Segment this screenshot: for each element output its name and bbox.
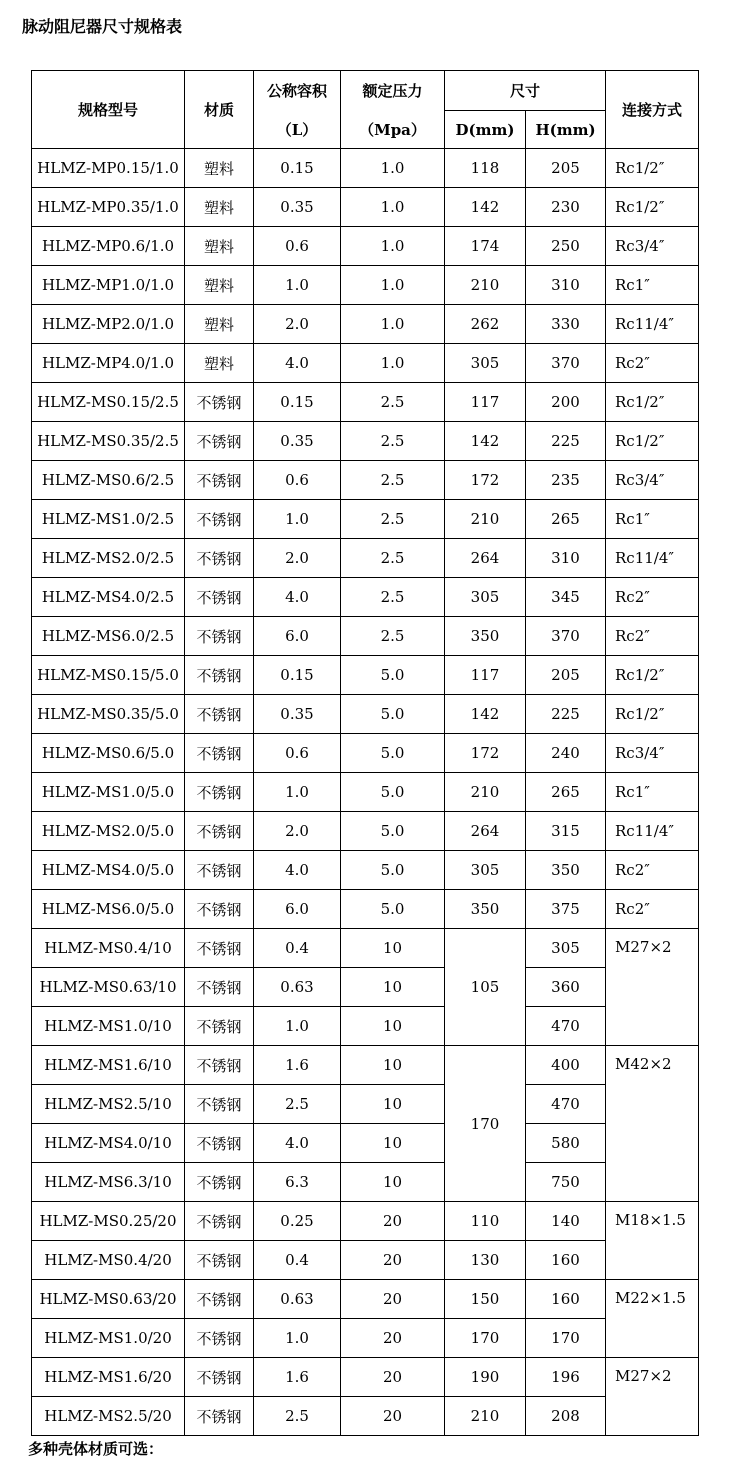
table-row: [32, 149, 699, 188]
cell-model: HLMZ-MS1.0/20: [32, 1319, 185, 1358]
cell-connection: Rc11/4″: [606, 305, 699, 344]
cell-material: 塑料: [185, 344, 254, 383]
cell-pressure: 2.5: [341, 461, 445, 500]
cell-connection: Rc3/4″: [606, 227, 699, 266]
cell-d: 150: [445, 1280, 526, 1319]
cell-connection-merged: M27×2: [606, 1358, 699, 1436]
cell-pressure: 5.0: [341, 656, 445, 695]
cell-h: 330: [526, 305, 606, 344]
cell-h: 208: [526, 1397, 606, 1436]
cell-d: 210: [445, 500, 526, 539]
cell-model: HLMZ-MP4.0/1.0: [32, 344, 185, 383]
table-row: [32, 461, 699, 500]
cell-d: 142: [445, 422, 526, 461]
cell-d: 350: [445, 617, 526, 656]
cell-pressure: 2.5: [341, 383, 445, 422]
cell-h: 170: [526, 1319, 606, 1358]
cell-material: 不锈钢: [185, 539, 254, 578]
cell-volume: 0.15: [254, 656, 341, 695]
cell-connection-merged: M27×2: [606, 929, 699, 1046]
cell-material: 不锈钢: [185, 734, 254, 773]
cell-volume: 2.0: [254, 812, 341, 851]
cell-pressure: 2.5: [341, 578, 445, 617]
table-row: [32, 929, 699, 968]
cell-model: HLMZ-MS1.6/20: [32, 1358, 185, 1397]
cell-d: 117: [445, 656, 526, 695]
cell-material: 不锈钢: [185, 929, 254, 968]
cell-material: 不锈钢: [185, 1319, 254, 1358]
cell-d: 210: [445, 266, 526, 305]
header-material: 材质: [185, 71, 254, 149]
cell-h: 235: [526, 461, 606, 500]
cell-h: 250: [526, 227, 606, 266]
table-row: [32, 1319, 699, 1358]
cell-h: 140: [526, 1202, 606, 1241]
cell-d: 130: [445, 1241, 526, 1280]
table-row: [32, 578, 699, 617]
cell-model: HLMZ-MS0.15/2.5: [32, 383, 185, 422]
cell-material: 不锈钢: [185, 617, 254, 656]
cell-d: 305: [445, 578, 526, 617]
cell-volume: 1.0: [254, 1007, 341, 1046]
cell-volume: 2.0: [254, 305, 341, 344]
cell-model: HLMZ-MS6.0/2.5: [32, 617, 185, 656]
cell-h: 470: [526, 1085, 606, 1124]
table-row: [32, 344, 699, 383]
spec-table: [31, 70, 699, 1436]
cell-material: 不锈钢: [185, 1046, 254, 1085]
cell-d: 350: [445, 890, 526, 929]
cell-pressure: 5.0: [341, 890, 445, 929]
cell-volume: 2.5: [254, 1085, 341, 1124]
table-row: [32, 773, 699, 812]
cell-h: 160: [526, 1241, 606, 1280]
cell-connection: Rc2″: [606, 617, 699, 656]
cell-connection: Rc1/2″: [606, 656, 699, 695]
cell-pressure: 1.0: [341, 188, 445, 227]
cell-volume: 6.0: [254, 890, 341, 929]
cell-h: 225: [526, 422, 606, 461]
cell-connection: Rc2″: [606, 344, 699, 383]
cell-model: HLMZ-MS1.0/2.5: [32, 500, 185, 539]
cell-pressure: 1.0: [341, 149, 445, 188]
header-pressure-unit: （Mpa）: [341, 111, 445, 149]
cell-model: HLMZ-MS1.0/10: [32, 1007, 185, 1046]
cell-connection: Rc1/2″: [606, 188, 699, 227]
cell-model: HLMZ-MS2.0/5.0: [32, 812, 185, 851]
cell-pressure: 5.0: [341, 695, 445, 734]
cell-d: 170: [445, 1319, 526, 1358]
header-connection: 连接方式: [606, 71, 699, 149]
cell-d: 142: [445, 188, 526, 227]
cell-material: 不锈钢: [185, 695, 254, 734]
cell-pressure: 20: [341, 1397, 445, 1436]
cell-volume: 0.4: [254, 929, 341, 968]
cell-h: 265: [526, 773, 606, 812]
cell-model: HLMZ-MS6.0/5.0: [32, 890, 185, 929]
cell-pressure: 10: [341, 1124, 445, 1163]
cell-model: HLMZ-MS0.35/2.5: [32, 422, 185, 461]
cell-connection: Rc3/4″: [606, 461, 699, 500]
cell-model: HLMZ-MS0.63/10: [32, 968, 185, 1007]
cell-pressure: 2.5: [341, 539, 445, 578]
cell-h: 580: [526, 1124, 606, 1163]
cell-h: 160: [526, 1280, 606, 1319]
cell-volume: 2.5: [254, 1397, 341, 1436]
cell-material: 不锈钢: [185, 773, 254, 812]
cell-material: 塑料: [185, 266, 254, 305]
cell-pressure: 5.0: [341, 734, 445, 773]
cell-d: 117: [445, 383, 526, 422]
cell-model: HLMZ-MP0.6/1.0: [32, 227, 185, 266]
cell-pressure: 1.0: [341, 305, 445, 344]
cell-d: 190: [445, 1358, 526, 1397]
cell-h: 370: [526, 344, 606, 383]
cell-pressure: 2.5: [341, 500, 445, 539]
table-row: [32, 851, 699, 890]
cell-connection: Rc2″: [606, 578, 699, 617]
cell-volume: 6.0: [254, 617, 341, 656]
cell-model: HLMZ-MS4.0/2.5: [32, 578, 185, 617]
cell-pressure: 20: [341, 1280, 445, 1319]
cell-pressure: 1.0: [341, 266, 445, 305]
table-row: [32, 500, 699, 539]
cell-model: HLMZ-MS0.6/5.0: [32, 734, 185, 773]
cell-model: HLMZ-MP1.0/1.0: [32, 266, 185, 305]
cell-volume: 0.6: [254, 461, 341, 500]
cell-volume: 4.0: [254, 344, 341, 383]
cell-material: 不锈钢: [185, 1202, 254, 1241]
cell-volume: 6.3: [254, 1163, 341, 1202]
cell-volume: 1.0: [254, 1319, 341, 1358]
cell-material: 不锈钢: [185, 656, 254, 695]
cell-model: HLMZ-MP2.0/1.0: [32, 305, 185, 344]
cell-material: 塑料: [185, 188, 254, 227]
cell-material: 不锈钢: [185, 578, 254, 617]
cell-d: 305: [445, 851, 526, 890]
cell-h: 225: [526, 695, 606, 734]
cell-connection: Rc1/2″: [606, 695, 699, 734]
cell-volume: 0.15: [254, 149, 341, 188]
header-size: 尺寸: [445, 71, 606, 111]
cell-volume: 4.0: [254, 851, 341, 890]
table-row: [32, 656, 699, 695]
cell-d: 172: [445, 461, 526, 500]
cell-material: 塑料: [185, 227, 254, 266]
cell-connection-merged: M22×1.5: [606, 1280, 699, 1358]
cell-h: 305: [526, 929, 606, 968]
cell-pressure: 10: [341, 929, 445, 968]
cell-h: 205: [526, 656, 606, 695]
cell-pressure: 2.5: [341, 422, 445, 461]
cell-model: HLMZ-MP0.35/1.0: [32, 188, 185, 227]
cell-pressure: 5.0: [341, 851, 445, 890]
cell-material: 不锈钢: [185, 968, 254, 1007]
cell-pressure: 1.0: [341, 227, 445, 266]
cell-d: 210: [445, 773, 526, 812]
cell-h: 370: [526, 617, 606, 656]
cell-h: 375: [526, 890, 606, 929]
table-row: [32, 695, 699, 734]
header-size-h: H(mm): [526, 111, 606, 149]
cell-volume: 0.63: [254, 968, 341, 1007]
header-size-d: D(mm): [445, 111, 526, 149]
header-volume-unit: （L）: [254, 111, 341, 149]
cell-connection: Rc2″: [606, 851, 699, 890]
header-pressure: 额定压力: [341, 71, 445, 111]
cell-connection-merged: M18×1.5: [606, 1202, 699, 1280]
cell-connection-merged: M42×2: [606, 1046, 699, 1202]
table-row: [32, 812, 699, 851]
table-row: [32, 383, 699, 422]
cell-volume: 4.0: [254, 578, 341, 617]
cell-h: 310: [526, 266, 606, 305]
table-header-row: [32, 71, 699, 111]
header-model: 规格型号: [32, 71, 185, 149]
cell-model: HLMZ-MS4.0/5.0: [32, 851, 185, 890]
table-row: [32, 1163, 699, 1202]
cell-h: 315: [526, 812, 606, 851]
cell-model: HLMZ-MS0.63/20: [32, 1280, 185, 1319]
cell-h: 265: [526, 500, 606, 539]
table-row: [32, 266, 699, 305]
cell-connection: Rc1″: [606, 500, 699, 539]
cell-volume: 1.0: [254, 500, 341, 539]
table-row: [32, 1085, 699, 1124]
cell-material: 不锈钢: [185, 1280, 254, 1319]
cell-material: 不锈钢: [185, 1397, 254, 1436]
cell-pressure: 20: [341, 1319, 445, 1358]
cell-d: 264: [445, 539, 526, 578]
cell-connection: Rc1″: [606, 773, 699, 812]
cell-h: 400: [526, 1046, 606, 1085]
table-row: [32, 890, 699, 929]
cell-d: 172: [445, 734, 526, 773]
cell-connection: Rc11/4″: [606, 539, 699, 578]
cell-model: HLMZ-MS0.4/10: [32, 929, 185, 968]
cell-material: 不锈钢: [185, 500, 254, 539]
table-row: [32, 1358, 699, 1397]
cell-volume: 2.0: [254, 539, 341, 578]
cell-volume: 0.25: [254, 1202, 341, 1241]
cell-d: 110: [445, 1202, 526, 1241]
cell-d: 142: [445, 695, 526, 734]
cell-connection: Rc1″: [606, 266, 699, 305]
table-row: [32, 305, 699, 344]
cell-volume: 1.6: [254, 1358, 341, 1397]
cell-material: 不锈钢: [185, 1085, 254, 1124]
table-row: [32, 539, 699, 578]
cell-material: 不锈钢: [185, 1007, 254, 1046]
cell-d-merged: 105: [445, 929, 526, 1046]
cell-d: 118: [445, 149, 526, 188]
cell-h: 470: [526, 1007, 606, 1046]
table-row: [32, 617, 699, 656]
cell-material: 不锈钢: [185, 461, 254, 500]
cell-volume: 0.6: [254, 734, 341, 773]
table-row: [32, 734, 699, 773]
cell-model: HLMZ-MS2.5/10: [32, 1085, 185, 1124]
cell-model: HLMZ-MS1.0/5.0: [32, 773, 185, 812]
cell-h: 200: [526, 383, 606, 422]
cell-model: HLMZ-MS0.6/2.5: [32, 461, 185, 500]
cell-model: HLMZ-MS0.15/5.0: [32, 656, 185, 695]
cell-material: 不锈钢: [185, 383, 254, 422]
cell-model: HLMZ-MS0.35/5.0: [32, 695, 185, 734]
cell-volume: 0.4: [254, 1241, 341, 1280]
cell-material: 不锈钢: [185, 1358, 254, 1397]
cell-pressure: 5.0: [341, 812, 445, 851]
cell-material: 不锈钢: [185, 1124, 254, 1163]
cell-connection: Rc3/4″: [606, 734, 699, 773]
cell-pressure: 1.0: [341, 344, 445, 383]
cell-h: 310: [526, 539, 606, 578]
cell-d-merged: 170: [445, 1046, 526, 1202]
table-row: [32, 1124, 699, 1163]
cell-model: HLMZ-MS6.3/10: [32, 1163, 185, 1202]
cell-material: 塑料: [185, 149, 254, 188]
cell-connection: Rc1/2″: [606, 383, 699, 422]
cell-pressure: 20: [341, 1241, 445, 1280]
cell-pressure: 10: [341, 1085, 445, 1124]
cell-pressure: 5.0: [341, 773, 445, 812]
cell-volume: 4.0: [254, 1124, 341, 1163]
cell-pressure: 20: [341, 1202, 445, 1241]
cell-volume: 0.6: [254, 227, 341, 266]
cell-volume: 0.35: [254, 422, 341, 461]
cell-pressure: 20: [341, 1358, 445, 1397]
cell-h: 750: [526, 1163, 606, 1202]
cell-volume: 1.0: [254, 266, 341, 305]
cell-volume: 0.35: [254, 188, 341, 227]
cell-d: 264: [445, 812, 526, 851]
cell-model: HLMZ-MS4.0/10: [32, 1124, 185, 1163]
cell-model: HLMZ-MP0.15/1.0: [32, 149, 185, 188]
cell-pressure: 10: [341, 1163, 445, 1202]
cell-material: 塑料: [185, 305, 254, 344]
table-row: [32, 1202, 699, 1241]
cell-h: 205: [526, 149, 606, 188]
cell-volume: 0.63: [254, 1280, 341, 1319]
table-row: [32, 1280, 699, 1319]
cell-h: 230: [526, 188, 606, 227]
cell-connection: Rc1/2″: [606, 422, 699, 461]
cell-pressure: 2.5: [341, 617, 445, 656]
cell-model: HLMZ-MS2.5/20: [32, 1397, 185, 1436]
cell-model: HLMZ-MS0.25/20: [32, 1202, 185, 1241]
cell-pressure: 10: [341, 968, 445, 1007]
cell-material: 不锈钢: [185, 812, 254, 851]
page-title: 脉动阻尼器尺寸规格表: [22, 17, 183, 36]
cell-volume: 1.0: [254, 773, 341, 812]
cell-model: HLMZ-MS2.0/2.5: [32, 539, 185, 578]
cell-material: 不锈钢: [185, 1241, 254, 1280]
table-row: [32, 1241, 699, 1280]
cell-h: 345: [526, 578, 606, 617]
cell-d: 262: [445, 305, 526, 344]
table-row: [32, 188, 699, 227]
footer-note: 多种壳体材质可选：: [28, 1440, 164, 1458]
cell-model: HLMZ-MS1.6/10: [32, 1046, 185, 1085]
cell-d: 305: [445, 344, 526, 383]
cell-h: 350: [526, 851, 606, 890]
cell-model: HLMZ-MS0.4/20: [32, 1241, 185, 1280]
cell-d: 174: [445, 227, 526, 266]
table-row: [32, 422, 699, 461]
cell-volume: 0.15: [254, 383, 341, 422]
cell-material: 不锈钢: [185, 890, 254, 929]
cell-connection: Rc2″: [606, 890, 699, 929]
cell-h: 196: [526, 1358, 606, 1397]
cell-pressure: 10: [341, 1007, 445, 1046]
table-row: [32, 968, 699, 1007]
table-row: [32, 227, 699, 266]
cell-h: 240: [526, 734, 606, 773]
cell-connection: Rc1/2″: [606, 149, 699, 188]
cell-volume: 1.6: [254, 1046, 341, 1085]
table-row: [32, 1046, 699, 1085]
cell-h: 360: [526, 968, 606, 1007]
cell-pressure: 10: [341, 1046, 445, 1085]
cell-material: 不锈钢: [185, 422, 254, 461]
cell-material: 不锈钢: [185, 851, 254, 890]
cell-d: 210: [445, 1397, 526, 1436]
table-row: [32, 1397, 699, 1436]
cell-volume: 0.35: [254, 695, 341, 734]
header-volume: 公称容积: [254, 71, 341, 111]
table-row: [32, 1007, 699, 1046]
cell-connection: Rc11/4″: [606, 812, 699, 851]
cell-material: 不锈钢: [185, 1163, 254, 1202]
